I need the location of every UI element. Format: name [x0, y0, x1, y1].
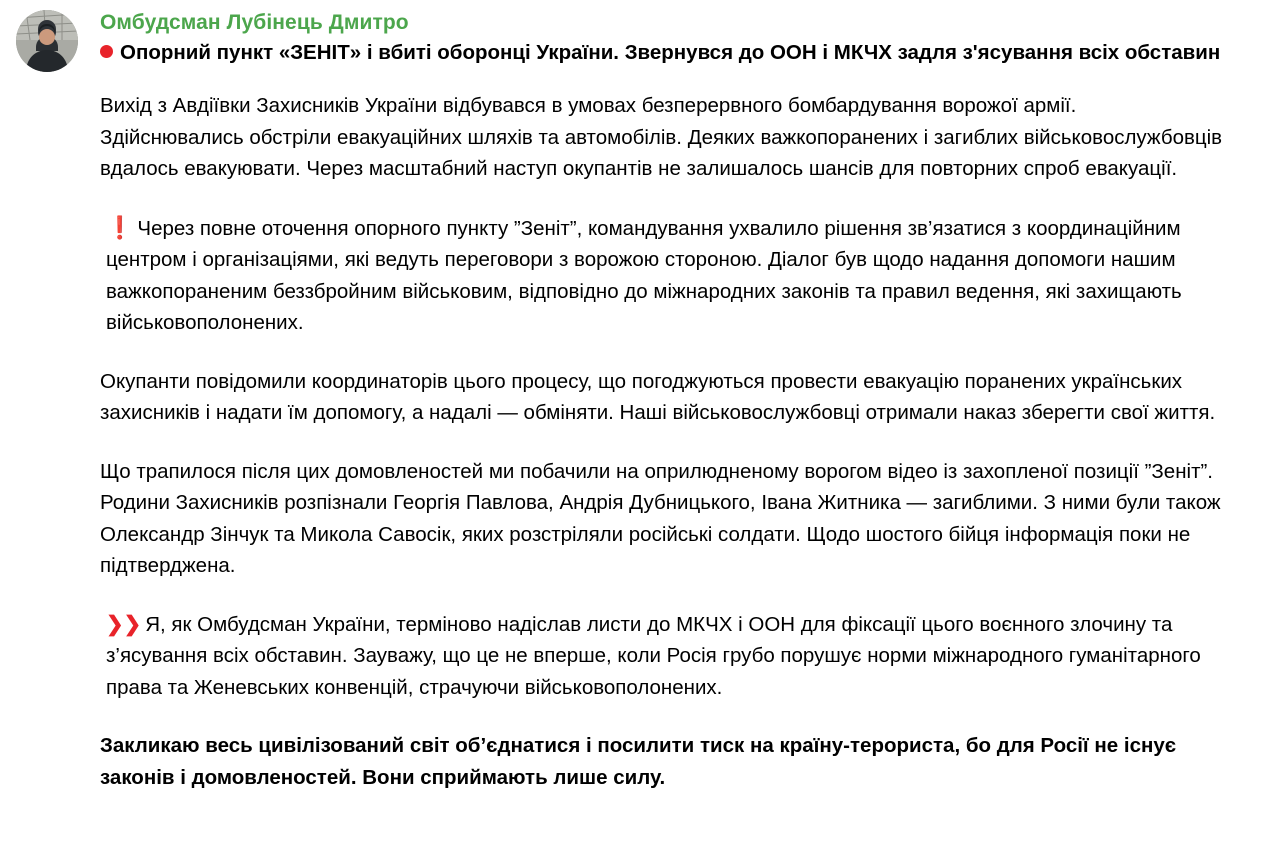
- double-arrow-icon: ❯❯: [106, 612, 142, 636]
- paragraph: [100, 609, 1224, 704]
- paragraph-text: Що трапилося після цих домовленостей ми побачили на оприлюдненому ворогом відео із захопленої позиції ”Зеніт”. Родини Захисників розпізнали Георгія Павлова, Андрія Дубницького, Івана Житника — загиблими. З ними були також Олександр Зінчук та Микола Савосік, яких розстріляли російські солдати. Щодо шостого бійця інформація поки не підтверджена.: [100, 459, 1221, 577]
- red-dot-icon: [100, 45, 113, 58]
- post-headline-text: Опорний пункт «ЗЕНІТ» і вбиті оборонці України. Звернувся до ООН і МКЧХ задля з'ясування всіх обставин: [120, 41, 1221, 64]
- avatar[interactable]: [16, 10, 78, 72]
- post-headline: [100, 38, 1224, 68]
- paragraph: [100, 366, 1224, 429]
- paragraph-text: Закликаю весь цивілізований світ об’єднатися і посилити тиск на країну-терориста, бо для Росії не існує законів і домовленостей. Вони сприймають лише силу.: [100, 734, 1177, 789]
- paragraph: [100, 456, 1224, 582]
- paragraph: [100, 212, 1224, 339]
- paragraph-text: Окупанти повідомили координаторів цього процесу, що погоджуються провести евакуацію поранених українських захисників і надати їм допомогу, а надалі — обміняти. Наші військовослужбовці отримали наказ зберегти свої життя.: [100, 369, 1216, 424]
- paragraph-text: Вихід з Авдіївки Захисників України відбувався в умовах безперервного бомбардування ворожої армії. Здійснювались обстріли евакуаційних шляхів та автомобілів. Деяких важкопоранених і загиблих військовослужбовців вдалось евакуювати. Через масштабний наступ окупантів не залишалось шансів для повторних спроб евакуації.: [100, 94, 1223, 180]
- paragraph: [100, 730, 1224, 793]
- post-author[interactable]: Омбудсман Лубінець Дмитро: [100, 11, 409, 34]
- paragraph-text: Я, як Омбудсман України, терміново надіслав листи до МКЧХ і ООН для фіксації цього воєнного злочину та з’ясування всіх обставин. Зауважу, що це не вперше, коли Росія грубо порушує норми міжнародного гуманітарного права та Женевських конвенцій, страчуючи військовополонених.: [106, 612, 1201, 699]
- paragraph-text: Через повне оточення опорного пункту ”Зеніт”, командування ухвалило рішення зв’язатися з координаційним центром і організаціями, які ведуть переговори з ворожою стороною. Діалог був щодо надання допомоги нашим важкопораненим беззбройним військовим, відповідно до міжнародних законів та правил ведення, які захищають військовополонених.: [106, 216, 1182, 334]
- exclamation-mark-icon: ❗: [106, 214, 134, 240]
- post-body: [100, 72, 1224, 793]
- paragraph: [100, 90, 1224, 185]
